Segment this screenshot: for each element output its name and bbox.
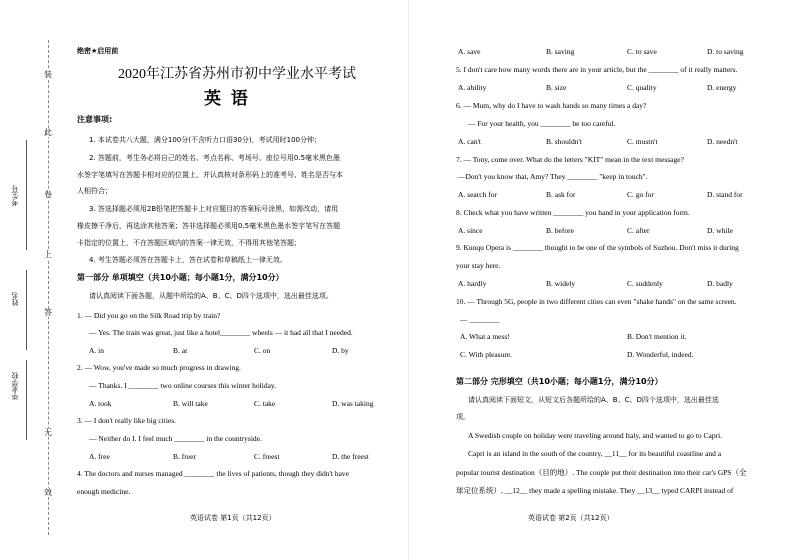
q6-option-c: C. mustn't: [627, 137, 658, 146]
q5-option-b: B. size: [546, 83, 567, 92]
q5-option-a: A. ability: [458, 83, 487, 92]
name-label: 姓名: [11, 292, 19, 306]
q5-option-c: C. quality: [627, 83, 657, 92]
binding-line: [48, 40, 49, 535]
q6-option-a: A. can't: [458, 137, 482, 146]
q9-option-d: D. badly: [707, 279, 733, 288]
q6-stem: 6. — Mum, why do I have to wash hands so many times a day?: [456, 101, 647, 110]
q4-stem: 4. The doctors and nurses managed ________ the lives of patients, though they didn't have: [77, 469, 349, 478]
page-title: 2020年江苏省苏州市初中学业水平考试: [118, 67, 356, 82]
student-number-label: 考生号: [11, 185, 19, 206]
note-line: 3. 答选择题必须用2B铅笔把答题卡上对应题目的答案标号涂黑，如需改动，请用: [89, 205, 339, 213]
q10-option-d: D. Wonderful, indeed.: [627, 350, 694, 359]
q4-option-b: B. saving: [546, 47, 575, 56]
q6-option-b: B. shouldn't: [546, 137, 582, 146]
q4-option-d: D. to saving: [707, 47, 744, 56]
q2-option-c: C. take: [254, 399, 276, 408]
q7-option-b: B. ask for: [546, 190, 576, 199]
passage-line: Capri is an island in the south of the country, __11__ for its beautiful coastline and a: [468, 449, 722, 458]
q2-option-b: B. will take: [173, 399, 208, 408]
q3-line2: — Neither do I. I feel much ________ in the countryside.: [89, 434, 262, 443]
note-line: 2. 答题前，考生务必将自己的姓名、考点名称、考场号、座位号用0.5毫米黑色墨: [89, 154, 341, 162]
subject-title: 英 语: [204, 89, 250, 109]
q8-stem: 8. Check what you have written ________ you hand in your application form.: [456, 208, 690, 217]
q7-stem: 7. — Tony, come over. What do the letters "KIT" mean in the text message?: [456, 155, 684, 164]
q4-option-a: A. save: [458, 47, 481, 56]
q7-line2: —Don't you know that, Amy? They ________ "keep in touch".: [458, 172, 648, 181]
binding-char: 装: [44, 70, 52, 79]
passage-line: A Swedish couple on holiday were traveling around Italy, and wanted to go to Capri.: [468, 431, 723, 440]
q1-stem: 1. — Did you go on the Silk Road trip by train?: [77, 311, 221, 320]
q7-option-c: C. go for: [627, 190, 654, 199]
q3-option-b: B. freer: [173, 452, 196, 461]
page-divider: [408, 0, 409, 560]
q3-option-c: C. freest: [254, 452, 280, 461]
secret-mark: 绝密★启用前: [77, 47, 119, 55]
binding-char: 上: [44, 250, 52, 259]
note-line: 1. 本试卷共八大题，满分100分(不含听力口语30分)，考试用时100分钟；: [89, 136, 321, 144]
q10-option-c: C. With pleasure.: [460, 350, 513, 359]
q3-stem: 3. — I don't really like big cities.: [77, 416, 177, 425]
q3-option-d: D. the freest: [332, 452, 369, 461]
q9-option-b: B. widely: [546, 279, 576, 288]
note-line: 橡皮擦干净后，再选涂其他答案；答非选择题必须用0.5毫米黑色墨水签字笔写在答题: [77, 222, 341, 230]
q7-option-d: D. stand for: [707, 190, 743, 199]
section2-title: 第二部分 完形填空（共10小题；每小题1分，满分10分）: [456, 377, 663, 386]
q3-option-a: A. free: [89, 452, 110, 461]
page2-footer: 英语试卷 第2页（共12页）: [528, 514, 614, 522]
q2-option-d: D. was taking: [332, 399, 374, 408]
q6-option-d: D. needn't: [707, 137, 738, 146]
q2-stem: 2. — Wow, you've made so much progress in drawing.: [77, 363, 241, 372]
q5-option-d: D. energy: [707, 83, 737, 92]
binding-char: 卷: [44, 190, 52, 199]
q8-option-d: D. while: [707, 226, 733, 235]
q1-line2: — Yes. The train was great, just like a hotel________ wheels — it had all that I needed.: [89, 328, 353, 337]
q4-line2: enough medicine.: [77, 487, 131, 496]
q10-stem: 10. — Through 5G, people in two different cities can even "shake hands" on the same screen.: [456, 297, 737, 306]
q10-option-b: B. Don't mention it.: [627, 332, 687, 341]
q4-option-c: C. to save: [627, 47, 657, 56]
school-label: 毕业学校: [11, 372, 19, 400]
q9-option-c: C. suddenly: [627, 279, 663, 288]
q7-option-a: A. search for: [458, 190, 497, 199]
q9-stem: 9. Kunqu Opera is ________ thought to be one of the symbols of Suzhou. Don't miss it during: [456, 243, 739, 252]
binding-char: 答: [44, 308, 52, 317]
q1-option-c: C. on: [254, 346, 271, 355]
section1-title: 第一部分 单项填空（共10小题；每小题1分，满分10分）: [77, 273, 284, 282]
note-line: 人相符合；: [77, 187, 112, 195]
q2-line2: — Thanks. I ________ two online courses this winter holiday.: [89, 381, 277, 390]
note-line: 水签字笔填写在答题卡相对应的位置上，并认真核对条形码上的准考号、姓名是否与本: [77, 171, 343, 179]
q8-option-c: C. after: [627, 226, 650, 235]
binding-char: 无: [44, 428, 52, 437]
binding-char: 此: [44, 128, 52, 137]
passage-line: popular tourist destination（目的地）. The couple put their destination into their car's GPS（全: [456, 468, 747, 477]
q9-option-a: A. hardly: [458, 279, 487, 288]
name-line[interactable]: [26, 270, 27, 350]
q10-option-a: A. What a mess!: [460, 332, 510, 341]
q6-line2: — For your health, you ________ be too careful.: [468, 119, 616, 128]
note-line: 卡指定的位置上，不在答题区域内的答案一律无效，不得用其他笔答题；: [77, 239, 301, 247]
q8-option-b: B. before: [546, 226, 574, 235]
q10-line2: — ________: [460, 315, 500, 324]
student-number-line[interactable]: [26, 140, 27, 250]
binding-char: 效: [44, 488, 52, 497]
school-line[interactable]: [26, 360, 27, 440]
section2-instruction-cont: 项。: [456, 413, 470, 421]
q1-option-d: D. by: [332, 346, 349, 355]
q1-option-a: A. in: [89, 346, 104, 355]
note-line: 4. 考生答题必须答在答题卡上，答在试卷和草稿纸上一律无效。: [89, 256, 287, 264]
notes-title: 注意事项:: [77, 115, 113, 124]
passage-line: 球定位系统）, __12__ they made a spelling mistake. They __13__ typed CARPI instead of: [456, 486, 734, 495]
q8-option-a: A. since: [458, 226, 483, 235]
page1-footer: 英语试卷 第1页（共12页）: [190, 514, 276, 522]
q1-option-b: B. at: [173, 346, 188, 355]
q5-stem: 5. I don't care how many words there are in your article, but the ________ of it really matters.: [456, 65, 738, 74]
section1-instruction: 请认真阅读下面各题，从题中所给的A、B、C、D四个选项中，选出最佳选项。: [89, 292, 333, 300]
section2-instruction: 请认真阅读下面短文，从短文后各题所给的A、B、C、D四个选项中，选出最佳选: [468, 396, 719, 404]
q9-line2: your stay here.: [456, 261, 501, 270]
q2-option-a: A. took: [89, 399, 112, 408]
